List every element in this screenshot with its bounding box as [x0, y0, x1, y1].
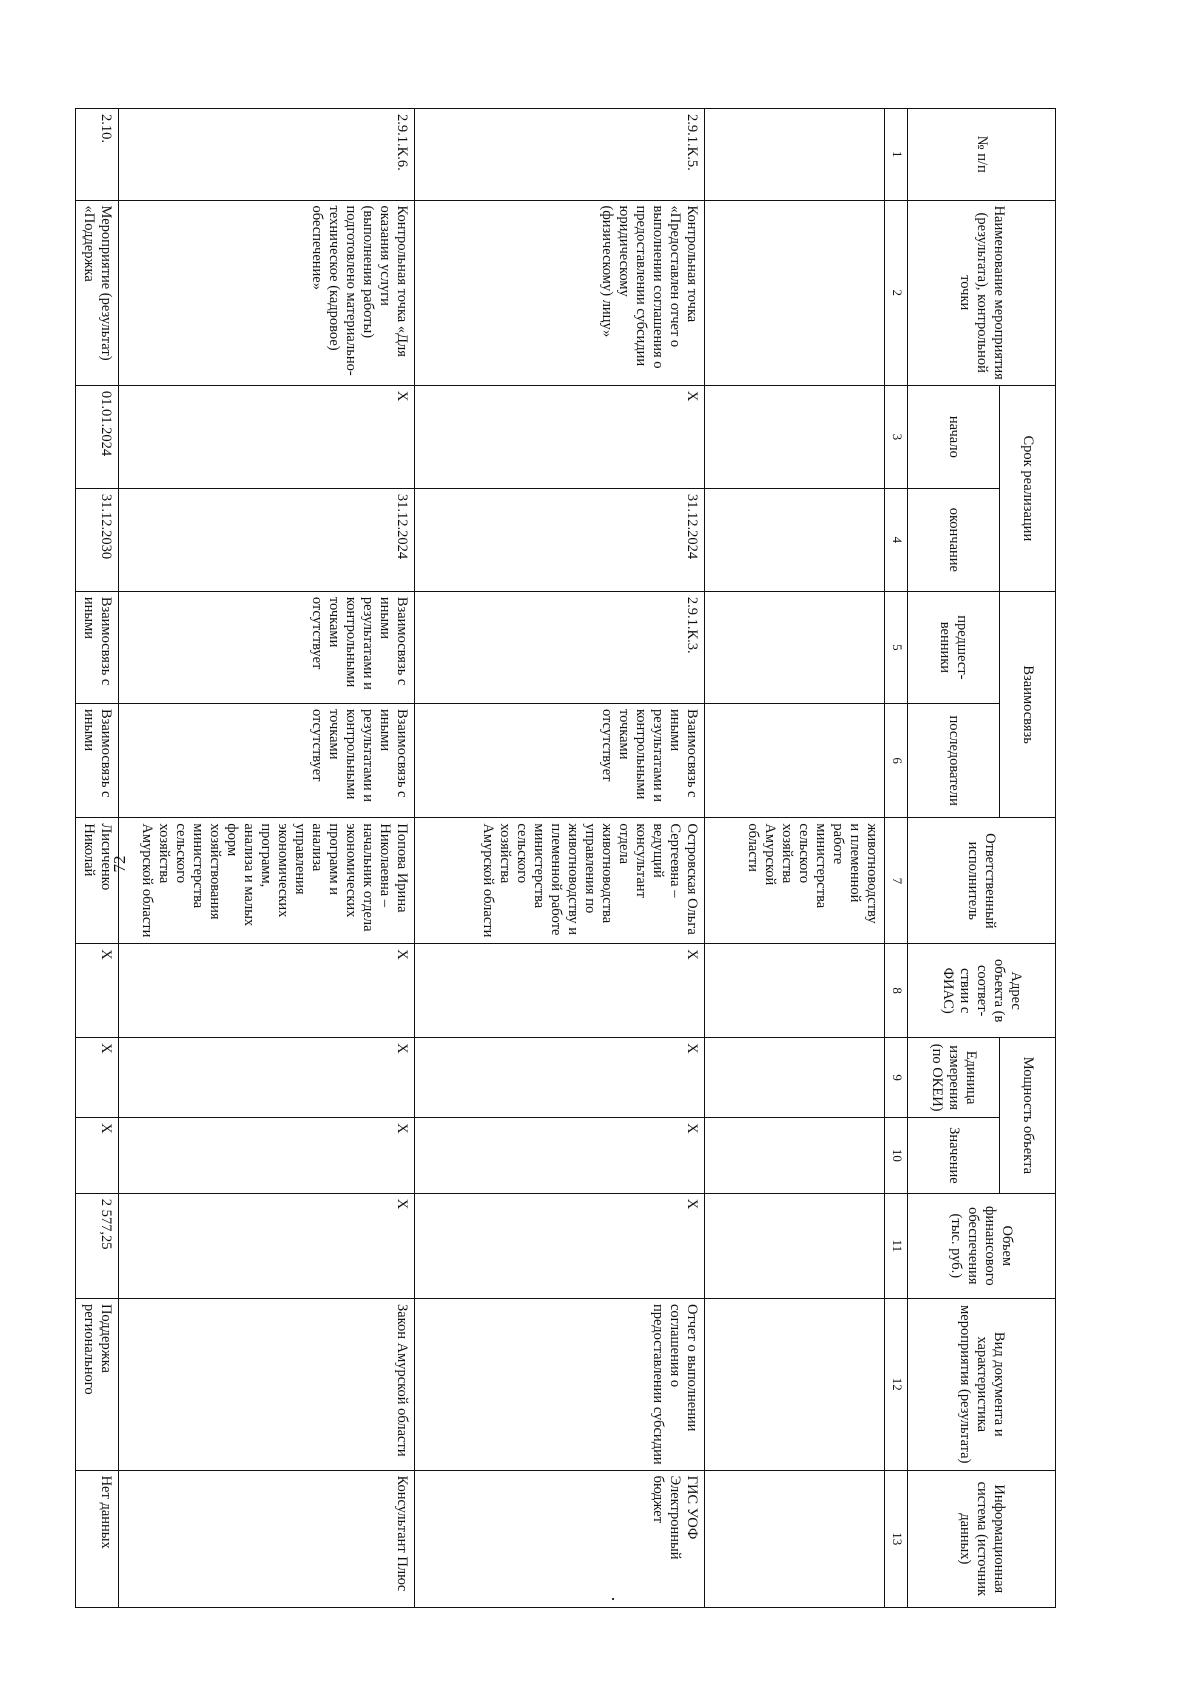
cell-vid: Отчет о выполнении соглашения о предоставлении субсидии: [415, 1298, 705, 1470]
cell-end: 31.12.2024: [119, 488, 415, 591]
cell-addr: X: [415, 944, 705, 1038]
cell-pred: [705, 591, 885, 703]
header-mosh: Мощность объекта: [1000, 1038, 1056, 1194]
cell-name: [705, 200, 885, 385]
table-row: [415, 109, 705, 1608]
col-number: 1: [885, 109, 908, 201]
page-number: 72: [110, 855, 129, 873]
cell-num: [705, 109, 885, 201]
cell-otv: Островская Ольга Сергеевна – ведущий консультант отдела животноводства управления по животноводству и племенной работе министерства сельского хозяйства Амурской области: [415, 818, 705, 944]
cell-pred: 2.9.1.К.3.: [415, 591, 705, 703]
header-addr: Адрес объекта (в соответ-ствии с ФИАС): [908, 944, 1056, 1038]
cell-name: Мероприятие (результат) «Поддержка: [76, 200, 119, 385]
cell-num: 2.10.: [76, 109, 119, 201]
header-name: Наименование мероприятия (результата), контрольной точки: [908, 200, 1056, 385]
cell-pred: Взаимосвязь с иными: [76, 591, 119, 703]
table-row: [705, 109, 885, 1608]
cell-otv: Лисиченко Николай: [76, 818, 119, 944]
col-number: 3: [885, 385, 908, 488]
cell-posl: Взаимосвязь с иными результатами и контрольными точками отсутствует: [119, 703, 415, 817]
header-num: № п/п: [908, 109, 1056, 201]
column-number-row: [885, 109, 908, 1608]
cell-posl: [705, 703, 885, 817]
cell-value: X: [119, 1118, 415, 1194]
col-number: 11: [885, 1193, 908, 1298]
cell-end: [705, 488, 885, 591]
scan-speck: [612, 1598, 614, 1600]
cell-value: X: [76, 1118, 119, 1194]
cell-info: Нет данных: [76, 1470, 119, 1607]
cell-obem: [705, 1193, 885, 1298]
cell-end: 31.12.2024: [415, 488, 705, 591]
cell-name: Контрольная точка «Для оказания услуги (выполнения работы) подготовлено материально-техническое (кадровое) обеспечение»: [119, 200, 415, 385]
cell-value: X: [415, 1118, 705, 1194]
cell-obem: 2 577,25: [76, 1193, 119, 1298]
cell-vid: [705, 1298, 885, 1470]
header-end: окончание: [908, 488, 1000, 591]
cell-start: X: [415, 385, 705, 488]
rotated-page-content: [81, 108, 1056, 1608]
table-row: [76, 109, 119, 1608]
header-obem: Объем финансового обеспечения (тыс. руб.): [908, 1193, 1056, 1298]
cell-start: X: [119, 385, 415, 488]
col-number: 8: [885, 944, 908, 1038]
col-number: 4: [885, 488, 908, 591]
header-srok: Срок реализации: [1000, 385, 1056, 591]
header-row-1: [1000, 109, 1056, 1608]
col-number: 7: [885, 818, 908, 944]
col-number: 6: [885, 703, 908, 817]
cell-info: Консультант Плюс: [119, 1470, 415, 1607]
cell-addr: X: [119, 944, 415, 1038]
cell-vid: Закон Амурской области: [119, 1298, 415, 1470]
cell-obem: X: [415, 1193, 705, 1298]
cell-num: 2.9.1.К.6.: [119, 109, 415, 201]
cell-info: [705, 1470, 885, 1607]
cell-unit: X: [415, 1038, 705, 1118]
cell-posl: Взаимосвязь с иными результатами и контрольными точками отсутствует: [415, 703, 705, 817]
cell-obem: X: [119, 1193, 415, 1298]
cell-addr: X: [76, 944, 119, 1038]
header-posl: последователи: [908, 703, 1000, 817]
header-vzaim: Взаимосвязь: [1000, 591, 1056, 818]
cell-unit: [705, 1038, 885, 1118]
measures-table: [75, 108, 1056, 1608]
header-start: начало: [908, 385, 1000, 488]
cell-end: 31.12.2030: [76, 488, 119, 591]
cell-start: 01.01.2024: [76, 385, 119, 488]
col-number: 5: [885, 591, 908, 703]
header-unit: Единица измерения (по ОКЕИ): [908, 1038, 1000, 1118]
cell-name: Контрольная точка «Предоставлен отчет о выполнении соглашения о предоставлении субсидии юридическому (физическому) лицу»: [415, 200, 705, 385]
table-row: [119, 109, 415, 1608]
header-vid: Вид документа и характеристика мероприятия (результата): [908, 1298, 1056, 1470]
header-pred: предшест-венники: [908, 591, 1000, 703]
col-number: 10: [885, 1118, 908, 1194]
cell-num: 2.9.1.К.5.: [415, 109, 705, 201]
cell-unit: X: [119, 1038, 415, 1118]
header-value: Значение: [908, 1118, 1000, 1194]
header-otv: Ответственный исполнитель: [908, 818, 1056, 944]
cell-value: [705, 1118, 885, 1194]
cell-vid: Поддержка регионального: [76, 1298, 119, 1470]
cell-addr: [705, 944, 885, 1038]
cell-otv: Попова Ирина Николаевна – начальник отдела экономических программ и анализа управления экономических программ, анализа и малых форм хозяйствования министерства сельского хозяйства Амурской области: [119, 818, 415, 944]
cell-pred: Взаимосвязь с иными результатами и контрольными точками отсутствует: [119, 591, 415, 703]
cell-unit: X: [76, 1038, 119, 1118]
header-info: Информационная система (источник данных): [908, 1470, 1056, 1607]
cell-otv: животноводству и племенной работе министерства сельского хозяйства Амурской области: [705, 818, 885, 944]
cell-start: [705, 385, 885, 488]
col-number: 12: [885, 1298, 908, 1470]
col-number: 13: [885, 1470, 908, 1607]
col-number: 2: [885, 200, 908, 385]
cell-info: ГИС УОФ Электронный бюджет: [415, 1470, 705, 1607]
cell-posl: Взаимосвязь с иными: [76, 703, 119, 817]
col-number: 9: [885, 1038, 908, 1118]
